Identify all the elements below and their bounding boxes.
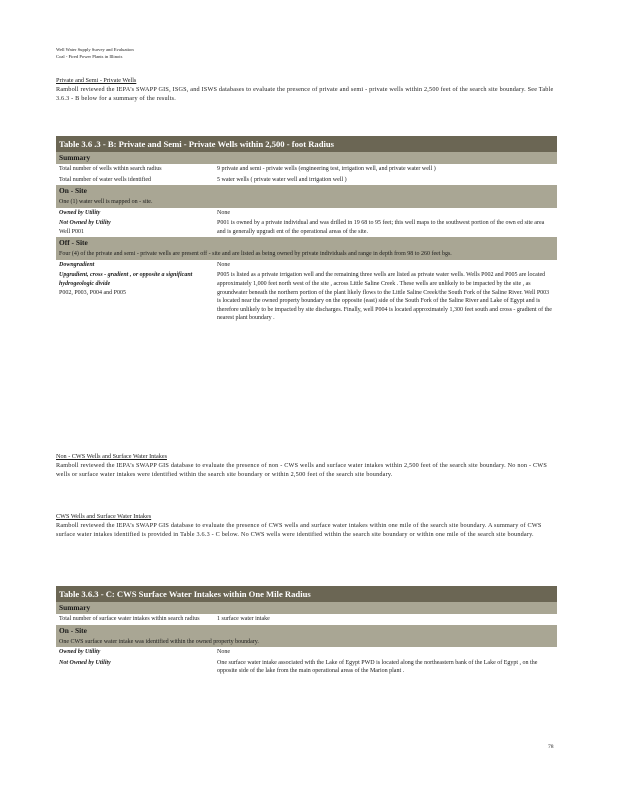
row-label: Upgradient, cross - gradient , or opposite a significant hydrogeologic divide bbox=[59, 272, 193, 287]
row-value: None bbox=[217, 649, 230, 655]
table-private-wells bbox=[56, 136, 557, 324]
table-row bbox=[56, 260, 557, 271]
running-header bbox=[56, 46, 196, 60]
header-line-2: Coal - Fired Power Plants in Illinois bbox=[56, 54, 123, 59]
row-label: Owned by Utility bbox=[59, 649, 101, 655]
table-summary-label: Summary bbox=[56, 152, 557, 164]
row-value: One surface water intake associated with the Lake of Egypt PWD is located along the northeastern bank of the Lake of Egypt , on the opposite side of the lake from the main operational areas of the Marion plant . bbox=[217, 659, 538, 675]
row-value: 5 water wells ( private water well and irrigation well ) bbox=[217, 176, 347, 183]
table-onsite-label: On - Site bbox=[56, 185, 557, 197]
row-value: None bbox=[217, 261, 230, 268]
row-label: Total number of water wells identified bbox=[59, 176, 152, 183]
row-value: 9 private and semi - private wells (engineering test, irrigation well, and private water well ) bbox=[217, 166, 436, 172]
row-value: P001 is owned by a private individual and was drilled in 19 68 to 95 feet; this well maps to the southwest portion of the own ed site area and is generally upgradi ent of the operational areas of the site. bbox=[217, 220, 545, 235]
section-title: CWS Wells and Surface Water Intakes bbox=[56, 513, 152, 520]
table-row bbox=[56, 164, 557, 175]
table-row bbox=[56, 614, 557, 625]
header-line-1: Well Water Supply Survey and Evaluation bbox=[56, 47, 134, 52]
table-summary-label: Summary bbox=[56, 602, 557, 614]
table-title: Table 3.6 .3 - B: Private and Semi - Private Wells within 2,500 - foot Radius bbox=[56, 136, 557, 152]
section-paragraph: Ramboll reviewed the IEPA's SWAPP GIS database to evaluate the presence of CWS wells and surface water intakes within one mile of the search site boundary. A summary of CWS surface water intakes identified is provided in Table 3.6.3 - C below. No CWS wells were identified within the search site boundary or within one mile of the search site boundary. bbox=[56, 522, 542, 539]
table-row bbox=[56, 658, 557, 677]
section-paragraph: Ramboll reviewed the IEPA's SWAPP GIS database to evaluate the presence of non - CWS wells and surface water intakes within 2,500 feet of the search site boundary. No non - CWS wells or surface water intakes were identified within the search site boundary or within 2,500 feet of the search site boundary. bbox=[56, 462, 547, 479]
section-title: Non - CWS Wells and Surface Water Intakes bbox=[56, 453, 167, 460]
row-sublabel: P002, P003, P004 and P005 bbox=[59, 289, 127, 296]
row-label: Not Owned by Utility bbox=[59, 220, 111, 227]
row-label: Total number of surface water intakes within search radius bbox=[59, 616, 200, 622]
section-title: Private and Semi - Private Wells bbox=[56, 77, 137, 84]
row-sublabel: Well P001 bbox=[59, 228, 85, 235]
table-row bbox=[56, 218, 557, 237]
row-label: Not Owned by Utility bbox=[59, 659, 111, 666]
row-label: Owned by Utility bbox=[59, 209, 101, 216]
row-label: Downgradient bbox=[59, 261, 95, 268]
table-title: Table 3.6.3 - C: CWS Surface Water Intakes within One Mile Radius bbox=[56, 586, 557, 602]
table-offsite-note: Four (4) of the private and semi - private wells are present off - site and are listed as being owned by private individuals and range in depth from 98 to 260 feet bgs. bbox=[56, 249, 557, 259]
table-row bbox=[56, 647, 557, 658]
table-onsite-note: One CWS surface water intake was identified within the owned property boundary. bbox=[56, 637, 557, 647]
table-onsite-note: One (1) water well is mapped on - site. bbox=[56, 197, 557, 207]
section-cws bbox=[56, 512, 556, 540]
section-non-cws bbox=[56, 452, 556, 480]
row-value: 1 surface water intake bbox=[217, 616, 270, 622]
page-number: 78 bbox=[548, 744, 554, 750]
table-onsite-label: On - Site bbox=[56, 625, 557, 637]
table-offsite-label: Off - Site bbox=[56, 237, 557, 249]
section-private-wells bbox=[56, 76, 556, 104]
row-value: P005 is listed as a private irrigation well and the remaining three wells are listed as private water wells. Wells P002 and P005 are located approximately 1,000 feet north west of the site , across Little Saline Creek . These wells are unlikely to be impacted by the site , as groundwater beneath the northern portion of the plant likely flows to the Little Saline Creek/the South Fork of the Saline River. Well P003 is located near the owned property boundary on the opposite (east) side of the South Fork of the Saline River and Lake of Egypt and is therefore unlikely to be impacted by site discharges. Finally, well P004 is located approximately 1,300 feet south and cross - gradient of the nearest plant boundary . bbox=[217, 272, 552, 322]
row-label: Total number of wells within search radius bbox=[59, 166, 162, 172]
table-row bbox=[56, 270, 557, 324]
section-paragraph: Ramboll reviewed the IEPA's SWAPP GIS, ISGS, and ISWS databases to evaluate the presence of private and semi - private wells within 2,500 feet of the search site boundary. See Table 3.6.3 - B below for a summary of the results. bbox=[56, 86, 554, 103]
table-row bbox=[56, 175, 557, 186]
table-cws-intakes bbox=[56, 586, 557, 677]
row-value: None bbox=[217, 209, 230, 216]
table-row bbox=[56, 208, 557, 219]
